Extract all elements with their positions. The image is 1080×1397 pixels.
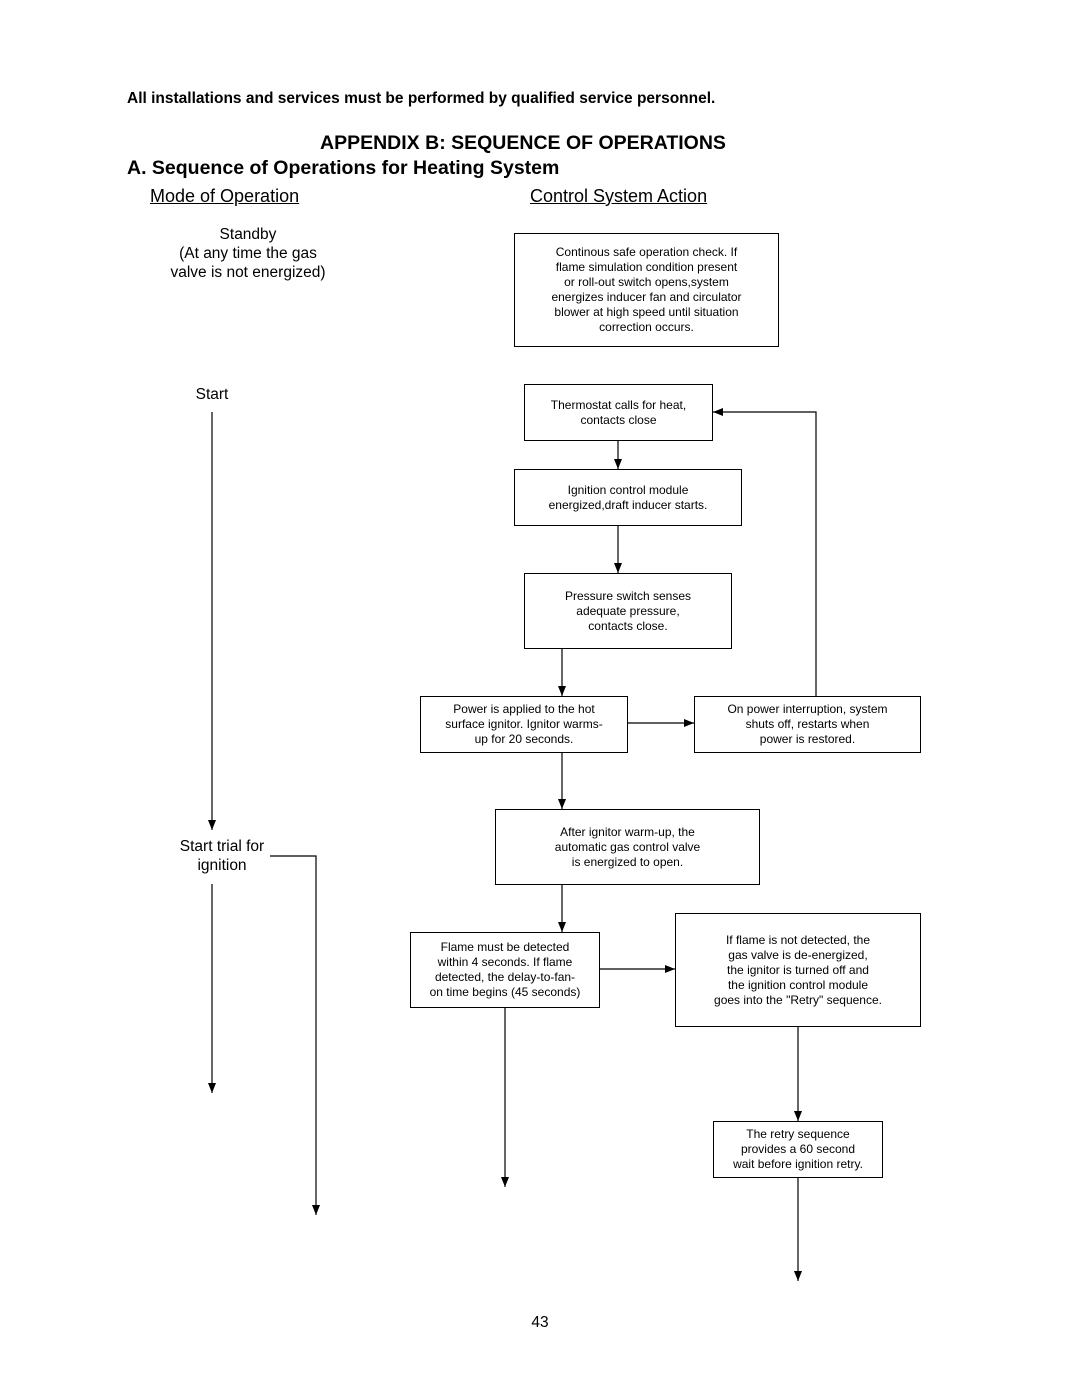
box-line: correction occurs.: [599, 320, 694, 334]
box-line: wait before ignition retry.: [733, 1157, 863, 1171]
box-line: surface ignitor. Ignitor warms-: [445, 717, 603, 731]
box-line: energized,draft inducer starts.: [548, 497, 708, 512]
box-gas-valve: [495, 809, 760, 885]
box-flame-not-detected: [675, 913, 921, 1027]
box-line: or roll-out switch opens,system: [564, 275, 729, 289]
box-line: automatic gas control valve: [554, 839, 701, 854]
appendix-title: APPENDIX B: SEQUENCE OF OPERATIONS: [320, 132, 726, 154]
box-line: the ignition control module: [727, 977, 869, 992]
box-line: power is restored.: [759, 732, 856, 746]
box-line: detected, the delay-to-fan-: [434, 970, 576, 984]
box-line: On power interruption, system: [727, 702, 888, 716]
qualified-personnel-notice: All installations and services must be performed by qualified service personnel.: [127, 90, 716, 107]
box-line: Power is applied to the hot: [453, 702, 595, 716]
box-line: Flame must be detected: [440, 940, 570, 954]
box-line: If flame is not detected, the: [725, 932, 871, 947]
box-retry-sequence: [713, 1121, 883, 1178]
box-line: provides a 60 second: [740, 1142, 856, 1156]
mode-standby-line: (At any time the gas: [179, 245, 317, 262]
box-line: goes into the "Retry" sequence.: [714, 992, 882, 1007]
box-flame-detection: [410, 932, 600, 1008]
trial-bracket-arrow: [270, 856, 316, 1215]
page-number: 43: [531, 1314, 549, 1331]
box-line: on time begins (45 seconds): [429, 985, 581, 999]
box-pressure-switch: [524, 573, 732, 649]
mode-trial-line: Start trial for: [179, 838, 265, 855]
mode-column-heading: Mode of Operation: [150, 186, 300, 206]
mode-start: Start: [195, 386, 229, 403]
mode-standby-line: valve is not energized): [170, 264, 326, 281]
box-line: energizes inducer fan and circulator: [551, 290, 742, 304]
box-line: adequate pressure,: [576, 603, 680, 618]
box-line: Thermostat calls for heat,: [550, 397, 687, 412]
box-line: gas valve is de-energized,: [728, 947, 868, 962]
box-line: Ignition control module: [567, 482, 689, 497]
mode-standby-line: Standby: [219, 226, 277, 243]
box-line: The retry sequence: [746, 1127, 850, 1141]
section-title: A. Sequence of Operations for Heating System: [127, 157, 560, 179]
box-thermostat: [524, 384, 713, 441]
box-line: shuts off, restarts when: [745, 717, 870, 731]
box-line: Continous safe operation check. If: [555, 245, 738, 259]
box-ignition-module: [514, 469, 742, 526]
box-line: flame simulation condition present: [555, 260, 738, 274]
box-line: contacts close.: [588, 618, 668, 633]
box-line: After ignitor warm-up, the: [560, 824, 695, 839]
box-hot-surface-ignitor: [420, 696, 628, 753]
action-column-heading: Control System Action: [530, 186, 708, 206]
connector-interruption-loop-back: [713, 412, 816, 696]
box-line: is energized to open.: [571, 854, 684, 869]
mode-trial-line: ignition: [197, 857, 247, 874]
box-line: the ignitor is turned off and: [727, 962, 869, 977]
box-line: up for 20 seconds.: [474, 732, 574, 746]
box-line: within 4 seconds. If flame: [437, 955, 573, 969]
box-safety-check: [514, 233, 779, 347]
box-line: blower at high speed until situation: [554, 305, 739, 319]
box-power-interruption: [694, 696, 921, 753]
box-line: contacts close: [580, 412, 657, 427]
box-line: Pressure switch senses: [564, 588, 692, 603]
